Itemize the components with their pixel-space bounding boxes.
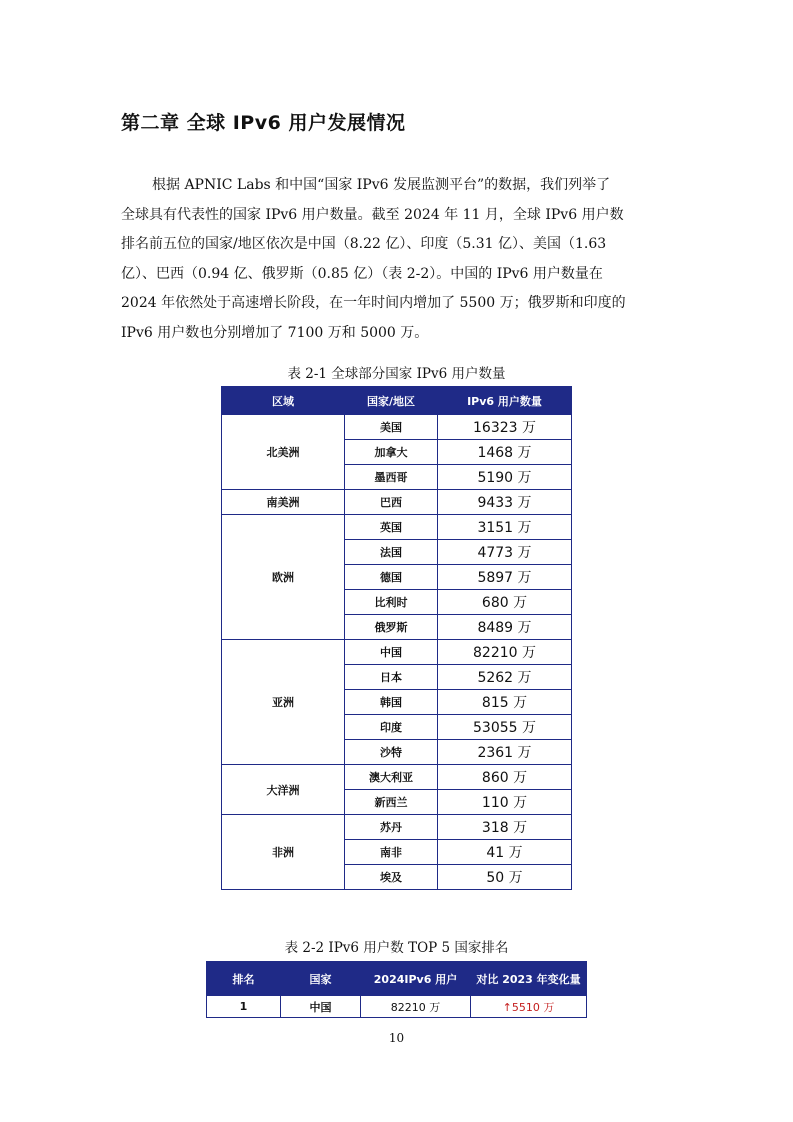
country-cell: 巴西	[345, 490, 438, 515]
users-cell: 8489 万	[438, 615, 572, 640]
chapter-title: 第二章 全球 IPv6 用户发展情况	[121, 112, 406, 134]
users-cell: 318 万	[438, 815, 572, 840]
country-cell: 韩国	[345, 690, 438, 715]
table1-caption: 表 2-1 全球部分国家 IPv6 用户数量	[287, 366, 506, 382]
country-cell: 美国	[345, 415, 438, 440]
header-users: 2024IPv6 用户	[361, 962, 471, 996]
page-number: 10	[388, 1031, 405, 1045]
country-cell: 新西兰	[345, 790, 438, 815]
rank-cell: 1	[207, 996, 281, 1018]
country-cell: 俄罗斯	[345, 615, 438, 640]
country-cell: 法国	[345, 540, 438, 565]
table2-caption: 表 2-2 IPv6 用户数 TOP 5 国家排名	[284, 940, 509, 956]
paragraph-line: 全球具有代表性的国家 IPv6 用户数量。截至 2024 年 11 月，全球 IPv6 用户数	[121, 206, 624, 223]
region-cell: 大洋洲	[222, 765, 345, 815]
table-header-row	[207, 962, 587, 996]
users-cell: 5897 万	[438, 565, 572, 590]
intro-paragraph	[121, 171, 674, 348]
country-cell: 中国	[345, 640, 438, 665]
header-rank: 排名	[207, 962, 281, 996]
table-row	[222, 490, 572, 515]
top5-ranking-table	[206, 961, 587, 1018]
country-cell: 比利时	[345, 590, 438, 615]
users-cell: 2361 万	[438, 740, 572, 765]
users-cell: 4773 万	[438, 540, 572, 565]
users-cell: 680 万	[438, 590, 572, 615]
users-cell: 3151 万	[438, 515, 572, 540]
country-cell: 印度	[345, 715, 438, 740]
users-cell: 41 万	[438, 840, 572, 865]
users-cell: 50 万	[438, 865, 572, 890]
region-cell: 亚洲	[222, 640, 345, 765]
country-cell: 澳大利亚	[345, 765, 438, 790]
country-cell: 加拿大	[345, 440, 438, 465]
users-cell: 110 万	[438, 790, 572, 815]
region-cell: 欧洲	[222, 515, 345, 640]
users-cell: 16323 万	[438, 415, 572, 440]
country-cell: 苏丹	[345, 815, 438, 840]
paragraph-line: 根据 APNIC Labs 和中国“国家 IPv6 发展监测平台”的数据，我们列举了	[152, 177, 611, 193]
country-cell: 中国	[281, 996, 361, 1018]
users-cell: 82210 万	[438, 640, 572, 665]
ipv6-users-by-country-table	[221, 386, 572, 890]
table-row	[222, 815, 572, 840]
table-row	[222, 415, 572, 440]
country-cell: 日本	[345, 665, 438, 690]
users-cell: 82210 万	[361, 996, 471, 1018]
table-row	[222, 640, 572, 665]
paragraph-line: 亿）、巴西（0.94 亿、俄罗斯（0.85 亿）（表 2-2）。中国的 IPv6 用户数量在	[121, 265, 603, 282]
table-row	[207, 996, 587, 1018]
table-header-row	[222, 387, 572, 415]
country-cell: 埃及	[345, 865, 438, 890]
change-cell: ↑5510 万	[471, 996, 587, 1018]
users-cell: 53055 万	[438, 715, 572, 740]
country-cell: 英国	[345, 515, 438, 540]
users-cell: 5262 万	[438, 665, 572, 690]
users-cell: 860 万	[438, 765, 572, 790]
paragraph-line: IPv6 用户数也分别增加了 7100 万和 5000 万。	[121, 324, 429, 341]
region-cell: 非洲	[222, 815, 345, 890]
country-cell: 墨西哥	[345, 465, 438, 490]
country-cell: 沙特	[345, 740, 438, 765]
users-cell: 815 万	[438, 690, 572, 715]
table-row	[222, 515, 572, 540]
header-region: 区域	[222, 387, 345, 415]
country-cell: 南非	[345, 840, 438, 865]
header-change: 对比 2023 年变化量	[471, 962, 587, 996]
table-row	[222, 765, 572, 790]
region-cell: 南美洲	[222, 490, 345, 515]
header-country: 国家/地区	[345, 387, 438, 415]
paragraph-line: 2024 年依然处于高速增长阶段，在一年时间内增加了 5500 万；俄罗斯和印度的	[121, 295, 626, 311]
paragraph-line: 排名前五位的国家/地区依次是中国（8.22 亿）、印度（5.31 亿）、美国（1.63	[121, 236, 607, 252]
header-country: 国家	[281, 962, 361, 996]
country-cell: 德国	[345, 565, 438, 590]
header-users: IPv6 用户数量	[438, 387, 572, 415]
users-cell: 5190 万	[438, 465, 572, 490]
region-cell: 北美洲	[222, 415, 345, 490]
users-cell: 9433 万	[438, 490, 572, 515]
users-cell: 1468 万	[438, 440, 572, 465]
